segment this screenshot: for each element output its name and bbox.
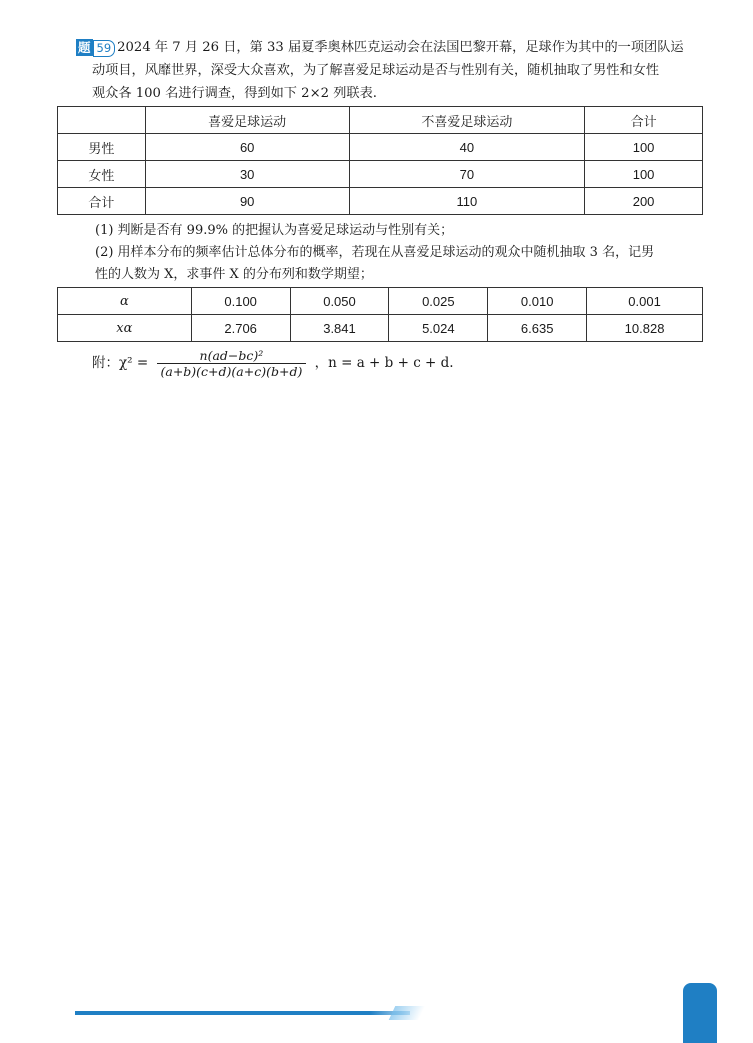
table-cell: 0.025 — [389, 288, 488, 315]
table-cell: 100 — [585, 134, 703, 161]
problem-text-1: 2024 年 7 月 26 日，第 33 届夏季奥林匹克运动会在法国巴黎开幕，足球作为其中的一项团队运 — [117, 40, 684, 55]
table-cell: 2.706 — [191, 315, 290, 342]
table-cell: α — [58, 288, 192, 315]
table-header-cell: 合计 — [585, 107, 703, 134]
table-header-cell — [58, 107, 146, 134]
problem-tag — [76, 39, 115, 56]
table-cell: 0.010 — [488, 288, 587, 315]
table-header-row — [58, 107, 703, 134]
table-cell: 40 — [349, 134, 585, 161]
formula-suffix: ，n = a + b + c + d. — [314, 355, 454, 371]
table-cell: xα — [58, 315, 192, 342]
table-row — [58, 188, 703, 215]
table-cell: 0.050 — [290, 288, 389, 315]
table-cell: 60 — [145, 134, 349, 161]
table-cell: 0.100 — [191, 288, 290, 315]
table-cell: 200 — [585, 188, 703, 215]
footer-rule-accent — [389, 1006, 426, 1020]
problem-text-3: 观众各 100 名进行调查，得到如下 2×2 列联表. — [92, 86, 377, 101]
problem-number: 59 — [93, 40, 116, 57]
table-cell: 10.828 — [587, 315, 703, 342]
problem-line-1 — [76, 36, 706, 59]
table-cell: 110 — [349, 188, 585, 215]
problem-text-2: 动项目，风靡世界，深受大众喜欢，为了解喜爱足球运动是否与性别有关，随机抽取了男性和女性 — [92, 63, 660, 78]
question-2 — [95, 242, 705, 286]
table-header-cell: 喜爱足球运动 — [145, 107, 349, 134]
formula-fraction — [157, 348, 307, 379]
page-edge-tab — [683, 983, 717, 1043]
table-cell: 30 — [145, 161, 349, 188]
table-cell: 合计 — [58, 188, 146, 215]
table-cell: 90 — [145, 188, 349, 215]
chi-square-formula — [92, 348, 454, 379]
table-cell: 6.635 — [488, 315, 587, 342]
table-cell: 70 — [349, 161, 585, 188]
table-row — [58, 315, 703, 342]
problem-tag-label: 题 — [78, 40, 91, 55]
table-cell: 100 — [585, 161, 703, 188]
problem-statement — [76, 36, 706, 105]
footer-rule — [75, 1011, 410, 1015]
question-2-line-2: 性的人数为 X，求事件 X 的分布列和数学期望； — [95, 267, 373, 282]
formula-denominator: (a+b)(c+d)(a+c)(b+d) — [160, 364, 303, 379]
table-cell: 5.024 — [389, 315, 488, 342]
question-1: (1) 判断是否有 99.9% 的把握认为喜爱足球运动与性别有关； — [95, 223, 454, 238]
question-2-line-1: (2) 用样本分布的频率估计总体分布的概率，若现在从喜爱足球运动的观众中随机抽取 3 名，记男 — [95, 245, 655, 260]
table-cell: 3.841 — [290, 315, 389, 342]
table-cell: 女性 — [58, 161, 146, 188]
formula-numerator: n(ad−bc)² — [157, 348, 307, 364]
contingency-table — [57, 106, 703, 215]
table-row — [58, 161, 703, 188]
table-row — [58, 288, 703, 315]
table-header-cell: 不喜爱足球运动 — [349, 107, 585, 134]
formula-prefix: 附：χ² = — [92, 355, 149, 371]
critical-value-table — [57, 287, 703, 342]
table-row — [58, 134, 703, 161]
table-cell: 0.001 — [587, 288, 703, 315]
table-cell: 男性 — [58, 134, 146, 161]
